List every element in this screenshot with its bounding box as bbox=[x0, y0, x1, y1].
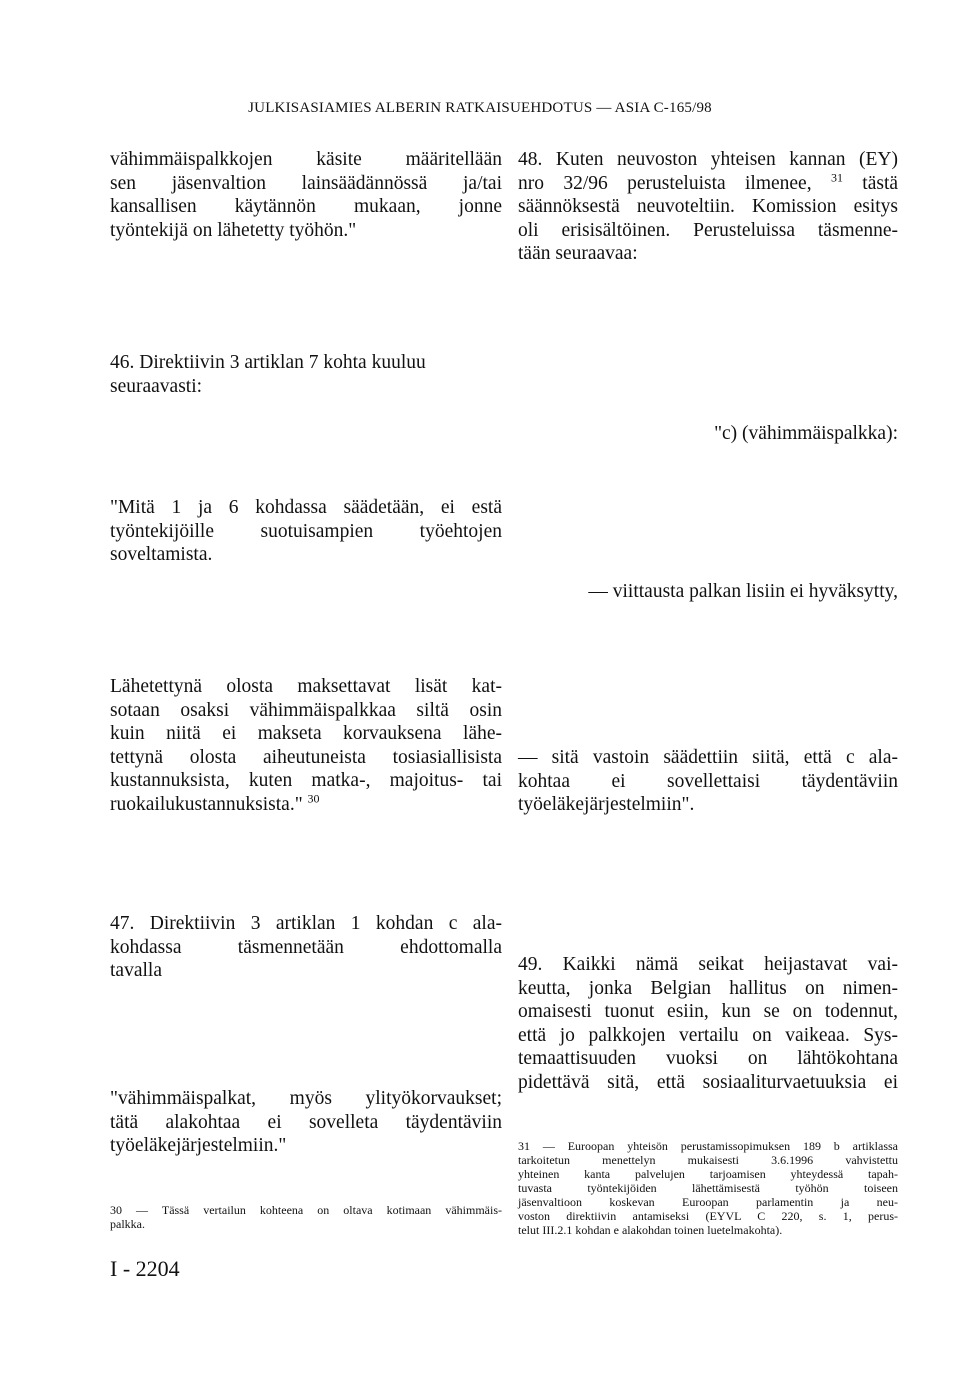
text-line: seuraavasti: bbox=[110, 375, 203, 397]
text-line: työeläkejärjestelmiin." bbox=[110, 1135, 287, 1156]
running-header: JULKISASIAMIES ALBERIN RATKAISUEHDOTUS — ASIA C-165/98 bbox=[248, 100, 712, 116]
footnote-line: 30 — Tässä vertailun kohteena on oltava kotimaan vähimmäis- bbox=[110, 1203, 502, 1217]
footnote-line: yhteinen kanta palvelujen tarjoamisen yhteydessä tapah- bbox=[518, 1167, 898, 1181]
text-line: kohdassa täsmennetään ehdottomalla bbox=[110, 936, 502, 958]
dash-item-1: — viittausta palkan lisiin ei hyväksytty, bbox=[588, 581, 898, 602]
text-line: tettynä olosta aiheutuneista tosiasiallisista bbox=[110, 746, 502, 768]
text-line: tavalla bbox=[110, 960, 162, 981]
text-line: temaattisuuden vuoksi on lähtökohtana bbox=[518, 1048, 898, 1069]
text-line: työntekijä on lähetetty työhön." bbox=[110, 219, 357, 241]
footnote-line: 31 — Euroopan yhteisön perustamissopimuksen 189 b artiklassa bbox=[518, 1139, 898, 1153]
text-line: kansallisen käytännön mukaan, jonne bbox=[110, 196, 502, 217]
text-line: 47. Direktiivin 3 artiklan 1 kohdan c ala- bbox=[110, 913, 502, 934]
footnote-ref-31: 31 bbox=[830, 170, 843, 184]
text-line: keutta, jonka Belgian hallitus on nimen- bbox=[518, 977, 898, 999]
text-line: sen jäsenvaltion lainsäädännössä ja/tai bbox=[110, 172, 502, 194]
text-line: sotaan osaksi vähimmäispalkkaa siltä osin bbox=[110, 699, 502, 721]
text-line: soveltamista. bbox=[110, 544, 213, 565]
text-fragment: ruokailukustannuksista." bbox=[110, 793, 303, 815]
text-line: oli erisisältöinen. Perusteluissa täsmenne- bbox=[518, 219, 898, 241]
text-line: työntekijöille suotuisampien työehtojen bbox=[110, 520, 502, 542]
text-line: pidettävä sitä, että sosiaaliturvaetuuksia ei bbox=[518, 1071, 898, 1093]
footnote-line: tarkoitetun menettelyn mukaisesti 3.6.1996 vahvistettu bbox=[518, 1153, 898, 1167]
text-line: kohtaa ei sovellettaisi täydentäviin bbox=[518, 770, 898, 792]
footnote-line: telut III.2.1 kohdan e alakohdan toinen luetelmakohta). bbox=[518, 1223, 783, 1237]
quote-mita bbox=[110, 496, 502, 567]
text-line: säännöksestä neuvoteltiin. Komission esitys bbox=[518, 196, 898, 217]
text-line: että jo palkkojen vertailu on vaikeaa. Sys- bbox=[518, 1024, 898, 1046]
text-line: kustannuksista, kuten matka-, majoitus- tai bbox=[110, 770, 502, 791]
text-line: 46. Direktiivin 3 artiklan 7 kohta kuuluu bbox=[110, 352, 426, 373]
c-item: "c) (vähimmäispalkka): bbox=[714, 423, 898, 444]
footnote-31 bbox=[518, 1139, 898, 1237]
quote-lahetettyna bbox=[110, 675, 502, 816]
text-line: vähimmäispalkkojen käsite määritellään bbox=[110, 149, 502, 170]
footnote-line: jäsenvaltioon koskevan Euroopan parlamentin ja neu- bbox=[518, 1195, 898, 1209]
text-line: "Mitä 1 ja 6 kohdassa säädetään, ei estä bbox=[110, 497, 502, 518]
left-top-quote bbox=[110, 148, 502, 242]
text-line: 48. Kuten neuvoston yhteisen kannan (EY) bbox=[518, 149, 898, 170]
footnote-ref-30: 30 bbox=[307, 791, 320, 805]
text-line: tätä alakohtaa ei sovelleta täydentäviin bbox=[110, 1111, 502, 1133]
text-line bbox=[518, 172, 898, 196]
text-line: — sitä vastoin säädettiin siitä, että c ala- bbox=[518, 747, 898, 768]
dash-item-2 bbox=[518, 746, 898, 817]
text-line: työeläkejärjestelmiin". bbox=[518, 794, 695, 815]
footnote-line: tuvasta työntekijöiden lähettämisestä työhön toiseen bbox=[518, 1181, 898, 1195]
quote-vahimmaispalkat bbox=[110, 1087, 502, 1158]
text-line: 49. Kaikki nämä seikat heijastavat vai- bbox=[518, 954, 898, 975]
footnote-line: palkka. bbox=[110, 1217, 145, 1231]
text-fragment: nro 32/96 perusteluista ilmenee, bbox=[518, 172, 812, 194]
footnote-line: voston direktiivin antamiseksi (EYVL C 220, s. 1, perus- bbox=[518, 1209, 898, 1223]
paragraph-46 bbox=[110, 351, 502, 398]
text-fragment: tästä bbox=[862, 172, 899, 194]
paragraph-48 bbox=[518, 148, 898, 266]
text-line: omaisesti tuonut esiin, kun se on todennut, bbox=[518, 1001, 898, 1022]
text-line: tään seuraavaa: bbox=[518, 243, 638, 264]
text-line bbox=[110, 793, 502, 817]
text-line: "vähimmäispalkat, myös ylityökorvaukset; bbox=[110, 1088, 502, 1109]
footnote-30 bbox=[110, 1203, 502, 1231]
page-number: I - 2204 bbox=[110, 1256, 180, 1281]
paragraph-47 bbox=[110, 912, 502, 983]
text-line: Lähetettynä olosta maksettavat lisät kat- bbox=[110, 676, 502, 697]
text-line: kuin niitä ei makseta korvauksena lähe- bbox=[110, 723, 502, 744]
paragraph-49 bbox=[518, 953, 898, 1094]
